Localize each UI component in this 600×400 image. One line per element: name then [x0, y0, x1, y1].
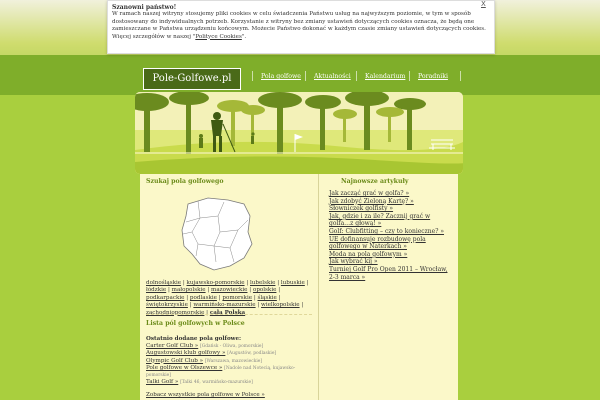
section-divider	[146, 314, 312, 315]
site-logo[interactable]: Pole-Golfowe.pl	[143, 68, 241, 90]
recent-courses	[146, 336, 316, 400]
right-column	[318, 174, 458, 400]
article-link[interactable]: Słowniczek golfisty »	[329, 205, 394, 213]
nav-poradniki[interactable]: Poradniki	[418, 73, 448, 80]
article-link[interactable]: Jak zacząć grać w golfa? »	[329, 190, 410, 197]
cookie-notice	[107, 0, 495, 54]
article-link[interactable]: Moda na pola golfowym »	[329, 250, 408, 258]
region-link[interactable]: lubelskie	[250, 280, 276, 286]
cookie-policy-link[interactable]: Polityce Cookies	[195, 33, 242, 40]
region-link[interactable]: warmińsko-mazurskie	[193, 302, 256, 309]
list-item	[146, 379, 316, 386]
nav-kalendarium[interactable]: Kalendarium	[365, 73, 406, 80]
list-item	[146, 365, 316, 379]
region-link[interactable]: lubuskie	[280, 280, 305, 286]
region-link[interactable]: pomorskie	[222, 294, 253, 301]
region-link[interactable]: podkarpackie	[146, 294, 185, 301]
region-link[interactable]: dolnośląskie	[146, 280, 182, 286]
nav-divider	[460, 71, 461, 81]
nav-divider	[305, 71, 306, 81]
region-link[interactable]: zachodniopomorskie	[146, 309, 205, 316]
region-link[interactable]: wielkopolskie	[261, 302, 300, 309]
list-item	[146, 350, 316, 357]
course-location: [Nadole nad Notecią, kujawsko-pomorskie]	[146, 365, 296, 379]
article-link[interactable]: Jak wybrać kij »	[329, 258, 378, 266]
article-link[interactable]: Jak zdobyć Zieloną Kartę? »	[329, 197, 414, 205]
course-link[interactable]: Olympic Golf Club »	[146, 357, 204, 364]
course-link[interactable]: Pole golfowe w Olszewce »	[146, 364, 223, 371]
golf-landscape-illustration	[135, 92, 463, 174]
cookie-close-button[interactable]: X	[481, 0, 486, 8]
all-regions-link[interactable]: cała Polska	[209, 309, 246, 316]
poland-map[interactable]	[178, 196, 254, 272]
golf-banner	[135, 92, 463, 174]
course-link[interactable]: Augustowski klub golfowy »	[146, 350, 226, 357]
region-link[interactable]: śląskie	[257, 294, 277, 301]
region-link[interactable]: świętokrzyskie	[146, 302, 188, 309]
nav-divider	[409, 71, 410, 81]
article-link[interactable]: Jak, gdzie i za ile? Zacznij grać w golfa…z głową! »	[329, 212, 431, 228]
course-link[interactable]: Talki Golf »	[146, 379, 179, 386]
region-link[interactable]: opolskie	[252, 287, 277, 294]
course-location: [Gdańsk - Oliwa, pomorskie]	[200, 344, 264, 350]
region-link[interactable]: łódzkie	[146, 287, 167, 294]
region-link[interactable]: mazowieckie	[211, 287, 248, 294]
nav-aktualnosci[interactable]: Aktualności	[314, 73, 351, 80]
all-courses-link[interactable]: Zobacz wszystkie pola golfowe w Polsce »	[146, 392, 265, 399]
recent-heading: Ostatnio dodane pola golfowe:	[146, 336, 242, 342]
course-location: [Augustów, podlaskie]	[227, 351, 277, 357]
articles-heading: Najnowsze artykuły	[341, 178, 409, 185]
nav-pola-golfowe[interactable]: Pola golfowe	[261, 73, 301, 80]
region-links: dolnośląskie | kujawsko-pomorskie | lubelskie | lubuskie | łódzkie | małopolskie | mazowieckie | opolskie | podkarpackie | podlaskie | pomorskie | śląskie | świętokrzyskie | warmińsko-mazurskie | wielkopolskie | zachodniopomorskie | cała Polska	[146, 280, 309, 316]
articles-list	[329, 190, 451, 281]
nav-divider	[356, 71, 357, 81]
article-link[interactable]: UE dofinansuje rozbudowę pola golfowego w Naterkach »	[329, 235, 426, 251]
list-item	[146, 358, 316, 365]
course-location: [Talki 46, warmińsko-mazurskie]	[180, 380, 253, 386]
left-column	[140, 174, 318, 400]
article-link[interactable]: Golf: Clubfitting – czy to konieczne? »	[329, 227, 445, 235]
list-heading: Lista pól golfowych w Polsce	[146, 320, 245, 327]
nav-divider	[252, 71, 253, 81]
search-heading: Szukaj pola golfowego	[146, 178, 224, 185]
cookie-title: Szanowni państwo!	[112, 4, 177, 11]
region-link[interactable]: małopolskie	[171, 287, 206, 294]
region-link[interactable]: kujawsko-pomorskie	[186, 280, 245, 286]
article-link[interactable]: Turniej Golf Pro Open 2011 – Wrocław, 2-3 marca »	[329, 265, 448, 281]
course-location: [Warszawa, mazowieckie]	[204, 358, 263, 364]
course-link[interactable]: Carter Golf Club »	[146, 343, 199, 350]
cookie-text-end: ".	[241, 33, 247, 40]
cookie-text: W ramach naszej witryny stosujemy pliki cookies w celu świadczenia Państwu usług na najwyższym poziomie, w tym w sposób dostosowany do indywidualnych potrzeb. Korzystanie z witryny bez zmiany ustawień dotyczących cookies oznacza, że będą one zamieszczane w Państwa urządzeniu końcowym. Możecie Państwo dokonać w każdym czasie zmiany ustawień dotyczących cookies. Więcej szczegółów w naszej "	[112, 11, 486, 40]
list-item	[146, 343, 316, 350]
region-link[interactable]: podlaskie	[189, 294, 217, 301]
